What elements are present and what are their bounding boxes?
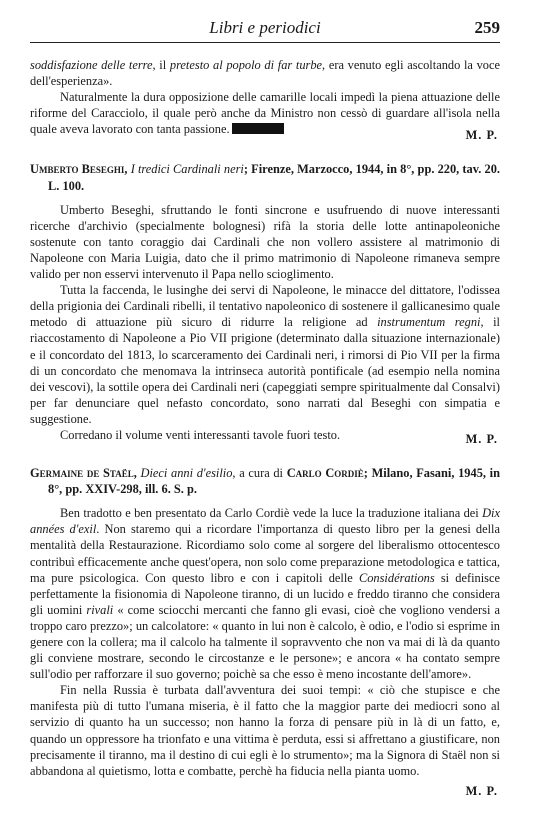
- publication-details: ; Milano, Fasani, 1945, in 8°, pp. XXIV-298, ill. 6. S. p.: [48, 466, 500, 497]
- italic-text: soddisfazione delle terre: [30, 58, 153, 72]
- review-beseghi: [30, 161, 500, 447]
- paragraph: [30, 427, 500, 446]
- running-title: Libri e periodici: [209, 18, 321, 37]
- text: « come sciocchi mercanti che fanno gli evasi, cioè che vogliono vendersi a troppo caro prezzo»; un calcolatore: « quanto in lui non è calcolo, è odio, e l'odio si esprime in genere con la collera; ma il calcolo ha talmente il sopravvento che non va mai di là da quanto gli conviene mostrare, secondo le circostanze e le persone»; e ancora « ha contato sempre sull'odio per rafforzare il suo governo; poichè sa che esso è meno incostante dell'amore».: [30, 602, 500, 682]
- previous-review-end: [30, 57, 500, 143]
- italic-text: instrumentum regni: [377, 315, 481, 330]
- text: , era venuto egli ascoltando la voce dell'esperienza».: [30, 58, 500, 89]
- paragraph: Umberto Beseghi, sfruttando le fonti sincrone e usufruendo di nuove interessanti ricerche d'archivio (specialmente bolognesi) rifà la storia delle lotte antinapoleoniche sostenute con tanto coraggio dai Cardinali che non vollero assistere al matrimonio di Napoleone con Maria Luigia, dato che il primo matrimonio di Napoleone rimaneva sempre valido per non esservi intervenuto il Papa nello scioglimento.: [30, 202, 500, 282]
- text: Naturalmente la dura opposizione delle camarille locali impedì la piena attuazione delle riforme del Caracciolo, il quale però anche da Ministro non cessò di guardare all'isola nella quale aveva lavorato con tanta passione.: [30, 90, 500, 137]
- paragraph: [30, 57, 500, 89]
- running-header: [30, 14, 500, 43]
- text: Tutta la faccenda, le lusinghe dei servi di Napoleone, le minacce del dittatore, l'odissea della prigionia dei Cardinali ribelli, il tentativo napoleonico di sostenere il gallicanesimo quale metodo di attuazione più sicuro di ridurre la religione ad: [30, 283, 500, 330]
- text: Corredano il volume venti interessanti tavole fuori testo.: [60, 427, 341, 442]
- italic-text: rivali: [86, 602, 114, 617]
- text: , il: [152, 58, 170, 72]
- bibliographic-entry: Umberto Beseghi, I tredici Cardinali neri; Firenze, Marzocco, 1944, in 8°, pp. 220, tav. 20. L. 100.: [30, 162, 501, 193]
- review-signature: M. P.: [465, 128, 498, 143]
- book-author: Germaine de Staël: [30, 466, 134, 481]
- paragraph: Fin nella Russia è turbata dall'avventura dei suoi tempi: « ciò che stupisce e che manifesta più di tutto l'umana miseria, è il fatto che la maggior parte dei mediocri sono al servizio di quanto ha un successo; non hanno la forza di pensare più in là di un fatto, e, quando un oppressore ha trionfato e una vittima è perduta, essi si affrettano a giustificare, non precisamente il tiranno, ma il destino di cui egli è lo strumento»; ma la Signora di Staël non si abbandona al quietismo, lotta e combatte, perchè ha fiducia nella pianta uomo.: [30, 683, 500, 778]
- review-signature: M. P.: [465, 783, 498, 798]
- paragraph: [30, 505, 500, 682]
- review-signature: M. P.: [465, 431, 498, 446]
- text: , il riaccostamento di Napoleone a Pio VII prigione (determinato dalla situazione internazionale) e il concordato del 1813, lo scarceramento dei Cardinali neri, i rimorsi di Pio VII per la firma di un concordato che menomava la intrinseca autorità pontificale (ad esempio nella nomina dei vescovi), la sottile opera dei Cardinali neri (capeggiati sempre spiritualmente dal Consalvi) per far denunciare quel nefasto concordato, sono narrati dal Beseghi con simpatia e suggestione.: [30, 315, 500, 426]
- book-title: Dieci anni d'esilio: [140, 466, 233, 481]
- text: si definisce perfettamente la fisionomia di Napoleone tiranno, di un lucido e freddo tiranno che considera gli uomini: [30, 570, 500, 617]
- redaction-mark: [232, 123, 284, 134]
- italic-text: Considérations: [358, 570, 435, 585]
- italic-text: pretesto al popolo di far turbe: [169, 58, 323, 72]
- review-stael: [30, 465, 500, 799]
- bibliographic-entry: Germaine de Staël, Dieci anni d'esilio, a cura di Carlo Cordiè; Milano, Fasani, 1945, in 8°, pp. XXIV-298, ill. 6. S. p.: [30, 466, 500, 497]
- page-content: [30, 57, 500, 799]
- publication-details: , a cura di: [232, 466, 287, 481]
- text: . Non staremo qui a ricordare l'importanza di questo libro per la genesi della mentalità della Restaurazione. Ricordiamo solo come al sorgere del liberalismo ottocentesco contribuì efficacemente anche quest'opera, non solo come preparazione metodologica e tattica, ma pure psicologica. Con questo libro e con i capitoli delle: [30, 522, 500, 585]
- publication-details: ; Firenze, Marzocco, 1944, in 8°, pp. 220, tav. 20. L. 100.: [48, 162, 501, 193]
- text: Ben tradotto e ben presentato da Carlo Cordiè vede la luce la traduzione italiana dei: [60, 506, 483, 521]
- paragraph: [30, 282, 500, 427]
- paragraph: [30, 89, 500, 143]
- book-author: Umberto Beseghi: [30, 162, 125, 177]
- italic-text: Dix années d'exil: [30, 506, 500, 537]
- book-editor: Carlo Cordiè: [286, 466, 364, 481]
- page-number: 259: [474, 18, 500, 37]
- book-title: I tredici Cardinali neri: [130, 162, 244, 177]
